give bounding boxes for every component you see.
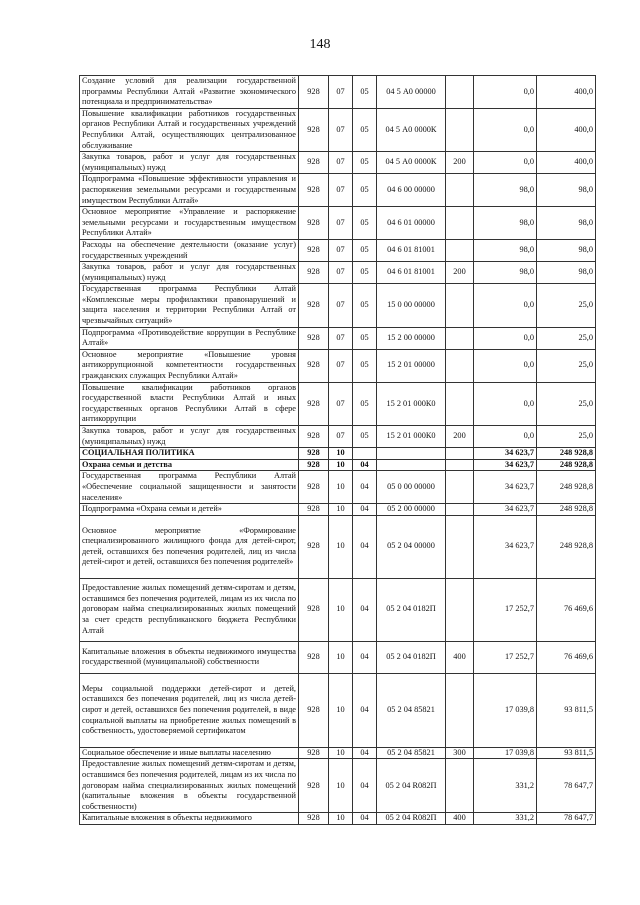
row-name: Государственная программа Республики Алтай «Обеспечение социальной защищенности и занятости населения»: [80, 471, 299, 504]
expense-type-code: [446, 759, 474, 813]
subsection-code: 05: [353, 174, 377, 207]
section-code: 07: [329, 108, 353, 151]
target-article-code: 05 2 04 85821: [377, 673, 446, 747]
row-name: Расходы на обеспечение деятельности (оказание услуг) государственных учреждений: [80, 239, 299, 261]
row-name: Основное мероприятие «Управление и распоряжение земельными ресурсами и государственным имуществом Республики Алтай»: [80, 207, 299, 240]
expense-type-code: 400: [446, 813, 474, 825]
amount-year-2: 76 469,6: [537, 641, 596, 673]
ved-code: 928: [299, 76, 329, 109]
ved-code: 928: [299, 641, 329, 673]
amount-year-2: 25,0: [537, 327, 596, 349]
amount-year-2: 248 928,8: [537, 471, 596, 504]
table-row: [80, 152, 596, 174]
target-article-code: 04 5 А0 0000К: [377, 152, 446, 174]
subsection-code: 05: [353, 108, 377, 151]
ved-code: 928: [299, 759, 329, 813]
subsection-code: 05: [353, 152, 377, 174]
amount-year-1: 17 039,8: [474, 673, 537, 747]
target-article-code: 04 5 А0 00000: [377, 76, 446, 109]
expense-type-code: [446, 578, 474, 641]
target-article-code: 05 2 04 0182П: [377, 641, 446, 673]
amount-year-1: 331,2: [474, 759, 537, 813]
table-row: [80, 382, 596, 425]
amount-year-1: 98,0: [474, 239, 537, 261]
target-article-code: 04 6 01 00000: [377, 207, 446, 240]
section-code: 10: [329, 813, 353, 825]
target-article-code: 15 2 01 000К0: [377, 382, 446, 425]
target-article-code: 04 6 00 00000: [377, 174, 446, 207]
section-code: 10: [329, 578, 353, 641]
amount-year-2: 25,0: [537, 349, 596, 382]
amount-year-1: 34 623,7: [474, 471, 537, 504]
row-name: Подпрограмма «Повышение эффективности управления и распоряжения земельными ресурсами и государственным имуществом Республики Алтай»: [80, 174, 299, 207]
row-name: Государственная программа Республики Алтай «Комплексные меры профилактики правонарушений и защита населения и территории Республики Алтай от чрезвычайных ситуаций»: [80, 284, 299, 327]
table-body: [80, 76, 596, 825]
expense-type-code: [446, 471, 474, 504]
ved-code: 928: [299, 459, 329, 471]
table-row: [80, 515, 596, 578]
amount-year-1: 34 623,7: [474, 504, 537, 516]
table-row: [80, 262, 596, 284]
table-row: [80, 108, 596, 151]
amount-year-2: 78 647,7: [537, 759, 596, 813]
section-code: 07: [329, 262, 353, 284]
expense-type-code: [446, 673, 474, 747]
expense-type-code: [446, 174, 474, 207]
ved-code: 928: [299, 349, 329, 382]
section-code: 10: [329, 515, 353, 578]
subsection-code: 05: [353, 76, 377, 109]
subsection-code: 04: [353, 747, 377, 759]
subsection-code: [353, 448, 377, 460]
subsection-code: 04: [353, 673, 377, 747]
row-name: Подпрограмма «Противодействие коррупции в Республике Алтай»: [80, 327, 299, 349]
amount-year-1: 17 252,7: [474, 578, 537, 641]
subsection-code: 05: [353, 382, 377, 425]
section-code: 10: [329, 471, 353, 504]
table-row: [80, 426, 596, 448]
expense-type-code: [446, 459, 474, 471]
expense-type-code: 400: [446, 641, 474, 673]
ved-code: 928: [299, 108, 329, 151]
table-row: [80, 759, 596, 813]
row-name: Капитальные вложения в объекты недвижимого имущества государственной (муниципальной) собственности: [80, 641, 299, 673]
table-row: [80, 747, 596, 759]
amount-year-2: 25,0: [537, 382, 596, 425]
row-name: Предоставление жилых помещений детям-сиротам и детям, оставшимся без попечения родителей, лицам из их числа по договорам найма специализированных жилых помещений (капитальные вложения в объекты государственной собственности): [80, 759, 299, 813]
target-article-code: 05 2 04 R082П: [377, 813, 446, 825]
section-code: 10: [329, 641, 353, 673]
amount-year-1: 17 252,7: [474, 641, 537, 673]
table-row: [80, 448, 596, 460]
expense-type-code: [446, 515, 474, 578]
section-code: 10: [329, 504, 353, 516]
amount-year-1: 0,0: [474, 76, 537, 109]
expense-type-code: 200: [446, 426, 474, 448]
expense-type-code: [446, 349, 474, 382]
row-name: Социальное обеспечение и иные выплаты населению: [80, 747, 299, 759]
table-row: [80, 207, 596, 240]
subsection-code: 04: [353, 641, 377, 673]
ved-code: 928: [299, 515, 329, 578]
section-code: 10: [329, 759, 353, 813]
amount-year-1: 331,2: [474, 813, 537, 825]
ved-code: 928: [299, 207, 329, 240]
target-article-code: 15 2 00 00000: [377, 327, 446, 349]
section-code: 10: [329, 459, 353, 471]
ved-code: 928: [299, 284, 329, 327]
section-code: 10: [329, 673, 353, 747]
table-row: [80, 578, 596, 641]
amount-year-2: 76 469,6: [537, 578, 596, 641]
section-code: 07: [329, 152, 353, 174]
amount-year-1: 0,0: [474, 327, 537, 349]
subsection-code: 04: [353, 515, 377, 578]
target-article-code: 04 6 01 81001: [377, 239, 446, 261]
target-article-code: 05 0 00 00000: [377, 471, 446, 504]
table-row: [80, 641, 596, 673]
amount-year-2: 93 811,5: [537, 747, 596, 759]
ved-code: 928: [299, 152, 329, 174]
amount-year-2: 78 647,7: [537, 813, 596, 825]
table-row: [80, 813, 596, 825]
target-article-code: [377, 448, 446, 460]
amount-year-1: 17 039,8: [474, 747, 537, 759]
expense-type-code: [446, 327, 474, 349]
subsection-code: 04: [353, 504, 377, 516]
amount-year-1: 0,0: [474, 426, 537, 448]
amount-year-2: 25,0: [537, 426, 596, 448]
amount-year-1: 0,0: [474, 382, 537, 425]
row-name: Меры социальной поддержки детей-сирот и детей, оставшихся без попечения родителей, лиц из числа детей-сирот и детей, оставшихся без попечения родителей, в виде социальной выплаты на приобретение жилых помещений в собственность, удостоверяемой сертификатом: [80, 673, 299, 747]
ved-code: 928: [299, 578, 329, 641]
expense-type-code: [446, 239, 474, 261]
subsection-code: 04: [353, 813, 377, 825]
subsection-code: 04: [353, 759, 377, 813]
amount-year-2: 248 928,8: [537, 448, 596, 460]
row-name: Повышение квалификации работников органов государственной власти Республики Алтай и иных государственных органов Республики Алтай в сфере антикоррупции: [80, 382, 299, 425]
table-row: [80, 174, 596, 207]
row-name: Создание условий для реализации государственной программы Республики Алтай «Развитие экономического потенциала и предпринимательства»: [80, 76, 299, 109]
ved-code: 928: [299, 174, 329, 207]
amount-year-1: 34 623,7: [474, 448, 537, 460]
row-name: Капитальные вложения в объекты недвижимого: [80, 813, 299, 825]
table-row: [80, 673, 596, 747]
ved-code: 928: [299, 327, 329, 349]
section-code: 07: [329, 349, 353, 382]
table-row: [80, 327, 596, 349]
amount-year-2: 400,0: [537, 108, 596, 151]
amount-year-1: 0,0: [474, 284, 537, 327]
expense-type-code: [446, 207, 474, 240]
subsection-code: 05: [353, 327, 377, 349]
amount-year-1: 98,0: [474, 207, 537, 240]
amount-year-2: 98,0: [537, 239, 596, 261]
row-name: Основное мероприятие «Повышение уровня антикоррупционной компетентности государственных гражданских служащих Республики Алтай»: [80, 349, 299, 382]
ved-code: 928: [299, 262, 329, 284]
budget-table: [79, 75, 596, 825]
table-row: [80, 504, 596, 516]
target-article-code: 04 6 01 81001: [377, 262, 446, 284]
row-name: Закупка товаров, работ и услуг для государственных (муниципальных) нужд: [80, 262, 299, 284]
subsection-code: 04: [353, 471, 377, 504]
target-article-code: 05 2 00 00000: [377, 504, 446, 516]
expense-type-code: [446, 504, 474, 516]
row-name: СОЦИАЛЬНАЯ ПОЛИТИКА: [80, 448, 299, 460]
amount-year-2: 248 928,8: [537, 515, 596, 578]
amount-year-1: 34 623,7: [474, 459, 537, 471]
amount-year-1: 98,0: [474, 262, 537, 284]
amount-year-1: 0,0: [474, 108, 537, 151]
amount-year-2: 25,0: [537, 284, 596, 327]
target-article-code: 05 2 04 85821: [377, 747, 446, 759]
amount-year-2: 93 811,5: [537, 673, 596, 747]
amount-year-1: 34 623,7: [474, 515, 537, 578]
expense-type-code: [446, 448, 474, 460]
amount-year-2: 248 928,8: [537, 459, 596, 471]
row-name: Повышение квалификации работников государственных органов Республики Алтай и государственных учреждений Республики Алтай, осуществляющих централизованное обслуживание: [80, 108, 299, 151]
table-row: [80, 471, 596, 504]
table-row: [80, 349, 596, 382]
ved-code: 928: [299, 747, 329, 759]
row-name: Основное мероприятие «Формирование специализированного жилищного фонда для детей-сирот, детей, оставшихся без попечения родителей, лиц из числа детей-сирот и детей, оставшихся без попечения родителей»: [80, 515, 299, 578]
amount-year-2: 400,0: [537, 76, 596, 109]
target-article-code: 15 2 01 00000: [377, 349, 446, 382]
ved-code: 928: [299, 448, 329, 460]
expense-type-code: 200: [446, 152, 474, 174]
page-number: 148: [309, 37, 331, 52]
row-name: Охрана семьи и детства: [80, 459, 299, 471]
amount-year-2: 248 928,8: [537, 504, 596, 516]
target-article-code: 15 0 00 00000: [377, 284, 446, 327]
subsection-code: 05: [353, 284, 377, 327]
subsection-code: 05: [353, 262, 377, 284]
expense-type-code: 200: [446, 262, 474, 284]
amount-year-1: 0,0: [474, 152, 537, 174]
amount-year-2: 98,0: [537, 262, 596, 284]
section-code: 07: [329, 174, 353, 207]
section-code: 07: [329, 382, 353, 425]
subsection-code: 05: [353, 239, 377, 261]
subsection-code: 05: [353, 349, 377, 382]
row-name: Подпрограмма «Охрана семьи и детей»: [80, 504, 299, 516]
expense-type-code: [446, 284, 474, 327]
subsection-code: 05: [353, 426, 377, 448]
subsection-code: 04: [353, 578, 377, 641]
target-article-code: 05 2 04 00000: [377, 515, 446, 578]
ved-code: 928: [299, 673, 329, 747]
amount-year-1: 98,0: [474, 174, 537, 207]
amount-year-2: 98,0: [537, 174, 596, 207]
target-article-code: 05 2 04 0182П: [377, 578, 446, 641]
ved-code: 928: [299, 239, 329, 261]
table-row: [80, 459, 596, 471]
subsection-code: 05: [353, 207, 377, 240]
amount-year-2: 98,0: [537, 207, 596, 240]
section-code: 07: [329, 76, 353, 109]
ved-code: 928: [299, 382, 329, 425]
table-row: [80, 239, 596, 261]
expense-type-code: [446, 108, 474, 151]
ved-code: 928: [299, 813, 329, 825]
row-name: Предоставление жилых помещений детям-сиротам и детям, оставшимся без попечения родителей, лицам из их числа по договорам найма специализированных жилых помещений за счет средств республиканского бюджета Республики Алтай: [80, 578, 299, 641]
expense-type-code: [446, 382, 474, 425]
subsection-code: 04: [353, 459, 377, 471]
section-code: 07: [329, 207, 353, 240]
expense-type-code: 300: [446, 747, 474, 759]
table-row: [80, 284, 596, 327]
section-code: 07: [329, 284, 353, 327]
amount-year-1: 0,0: [474, 349, 537, 382]
row-name: Закупка товаров, работ и услуг для государственных (муниципальных) нужд: [80, 152, 299, 174]
target-article-code: 05 2 04 R082П: [377, 759, 446, 813]
target-article-code: 15 2 01 000К0: [377, 426, 446, 448]
ved-code: 928: [299, 426, 329, 448]
expense-type-code: [446, 76, 474, 109]
section-code: 07: [329, 327, 353, 349]
amount-year-2: 400,0: [537, 152, 596, 174]
section-code: 10: [329, 448, 353, 460]
target-article-code: [377, 459, 446, 471]
ved-code: 928: [299, 471, 329, 504]
section-code: 07: [329, 426, 353, 448]
section-code: 07: [329, 239, 353, 261]
ved-code: 928: [299, 504, 329, 516]
row-name: Закупка товаров, работ и услуг для государственных (муниципальных) нужд: [80, 426, 299, 448]
section-code: 10: [329, 747, 353, 759]
target-article-code: 04 5 А0 0000К: [377, 108, 446, 151]
table-row: [80, 76, 596, 109]
